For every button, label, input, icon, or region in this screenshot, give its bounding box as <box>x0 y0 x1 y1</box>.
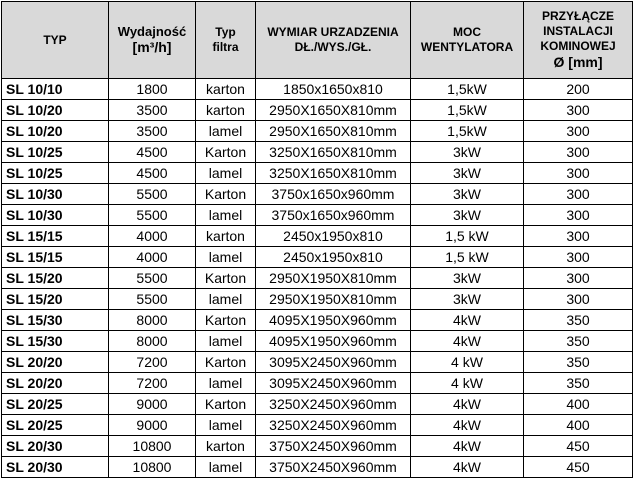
cell-typ: SL 20/20 <box>2 352 109 373</box>
table-row <box>2 184 633 205</box>
cell-przylacze: 300 <box>524 247 633 268</box>
cell-moc: 1,5kW <box>411 121 524 142</box>
table-row <box>2 247 633 268</box>
table-row <box>2 205 633 226</box>
table-body <box>2 79 633 478</box>
table-row <box>2 436 633 457</box>
header-przylacze-line2: INSTALACJI <box>543 24 613 38</box>
cell-przylacze: 350 <box>524 310 633 331</box>
cell-przylacze: 300 <box>524 289 633 310</box>
cell-typ: SL 15/15 <box>2 247 109 268</box>
table-row <box>2 226 633 247</box>
cell-wymiar: 2950X1950X810mm <box>256 268 411 289</box>
header-typ-filtra <box>196 2 256 79</box>
cell-wydajnosc: 1800 <box>109 79 196 100</box>
cell-moc: 3kW <box>411 268 524 289</box>
cell-moc: 3kW <box>411 289 524 310</box>
cell-typ: SL 20/30 <box>2 436 109 457</box>
cell-przylacze: 350 <box>524 352 633 373</box>
cell-wydajnosc: 4500 <box>109 142 196 163</box>
header-wydajnosc <box>109 2 196 79</box>
cell-typ-filtra: lamel <box>196 331 256 352</box>
cell-typ: SL 20/25 <box>2 394 109 415</box>
cell-typ: SL 15/20 <box>2 289 109 310</box>
cell-przylacze: 400 <box>524 394 633 415</box>
cell-typ: SL 20/20 <box>2 373 109 394</box>
cell-przylacze: 300 <box>524 226 633 247</box>
table-row <box>2 121 633 142</box>
cell-wymiar: 3095X2450X960mm <box>256 373 411 394</box>
cell-moc: 1,5 kW <box>411 247 524 268</box>
cell-wymiar: 2950X1950X810mm <box>256 289 411 310</box>
cell-moc: 3kW <box>411 205 524 226</box>
cell-typ: SL 10/30 <box>2 205 109 226</box>
cell-przylacze: 300 <box>524 121 633 142</box>
cell-typ-filtra: karton <box>196 436 256 457</box>
cell-przylacze: 350 <box>524 373 633 394</box>
cell-typ-filtra: Karton <box>196 184 256 205</box>
header-wydajnosc-label: Wydajność <box>117 24 187 39</box>
cell-wymiar: 3250X1650X810mm <box>256 163 411 184</box>
cell-moc: 1,5kW <box>411 79 524 100</box>
table-row <box>2 373 633 394</box>
cell-wymiar: 4095X1950X960mm <box>256 331 411 352</box>
cell-moc: 3kW <box>411 142 524 163</box>
cell-typ: SL 10/20 <box>2 100 109 121</box>
cell-wymiar: 1850x1650x810 <box>256 79 411 100</box>
cell-wydajnosc: 4000 <box>109 247 196 268</box>
header-wymiar-line2: DŁ./WYS./GŁ. <box>294 40 372 54</box>
cell-typ: SL 10/25 <box>2 163 109 184</box>
table-row <box>2 457 633 478</box>
cell-wymiar: 3250X2450X960mm <box>256 394 411 415</box>
table-row <box>2 100 633 121</box>
cell-wymiar: 3250X2450X960mm <box>256 415 411 436</box>
cell-typ: SL 15/30 <box>2 310 109 331</box>
cell-wydajnosc: 10800 <box>109 436 196 457</box>
cell-wymiar: 3750x1650x960mm <box>256 205 411 226</box>
table-row <box>2 289 633 310</box>
header-przylacze-line4: Ø [mm] <box>553 54 603 70</box>
header-typ-filtra-line2: filtra <box>212 40 239 54</box>
cell-wymiar: 2450x1950x810 <box>256 226 411 247</box>
cell-wymiar: 2950X1650X810mm <box>256 100 411 121</box>
header-przylacze <box>524 2 633 79</box>
cell-wymiar: 2950X1650X810mm <box>256 121 411 142</box>
header-row <box>2 2 633 79</box>
table-row <box>2 163 633 184</box>
cell-przylacze: 300 <box>524 205 633 226</box>
product-spec-table <box>1 1 633 478</box>
cell-typ-filtra: Karton <box>196 310 256 331</box>
cell-moc: 4kW <box>411 394 524 415</box>
cell-typ-filtra: Karton <box>196 142 256 163</box>
cell-przylacze: 300 <box>524 100 633 121</box>
cell-przylacze: 300 <box>524 268 633 289</box>
cell-moc: 1,5kW <box>411 100 524 121</box>
cell-typ-filtra: Karton <box>196 352 256 373</box>
cell-moc: 4kW <box>411 310 524 331</box>
cell-wydajnosc: 7200 <box>109 352 196 373</box>
cell-typ: SL 10/20 <box>2 121 109 142</box>
cell-wymiar: 3250X1650X810mm <box>256 142 411 163</box>
cell-wymiar: 2450x1950x810 <box>256 247 411 268</box>
cell-typ-filtra: karton <box>196 100 256 121</box>
cell-typ: SL 20/25 <box>2 415 109 436</box>
cell-moc: 3kW <box>411 184 524 205</box>
cell-typ-filtra: Karton <box>196 268 256 289</box>
cell-moc: 4kW <box>411 457 524 478</box>
cell-typ-filtra: lamel <box>196 415 256 436</box>
cell-przylacze: 300 <box>524 163 633 184</box>
cell-moc: 4kW <box>411 331 524 352</box>
cell-wydajnosc: 3500 <box>109 121 196 142</box>
cell-typ-filtra: lamel <box>196 163 256 184</box>
cell-wymiar: 3750x1650x960mm <box>256 184 411 205</box>
cell-wydajnosc: 9000 <box>109 394 196 415</box>
table-row <box>2 79 633 100</box>
cell-moc: 4kW <box>411 436 524 457</box>
cell-moc: 4 kW <box>411 373 524 394</box>
cell-przylacze: 450 <box>524 436 633 457</box>
table-row <box>2 310 633 331</box>
cell-typ-filtra: lamel <box>196 373 256 394</box>
header-wydajnosc-unit: [m³/h] <box>132 39 172 55</box>
cell-wydajnosc: 5500 <box>109 289 196 310</box>
cell-wydajnosc: 8000 <box>109 331 196 352</box>
table-row <box>2 331 633 352</box>
cell-typ: SL 15/30 <box>2 331 109 352</box>
table-row <box>2 415 633 436</box>
cell-typ-filtra: lamel <box>196 121 256 142</box>
cell-wymiar: 4095X1950X960mm <box>256 310 411 331</box>
header-przylacze-line1: PRZYŁĄCZE <box>542 9 614 23</box>
header-wymiar <box>256 2 411 79</box>
cell-wydajnosc: 9000 <box>109 415 196 436</box>
cell-typ: SL 20/30 <box>2 457 109 478</box>
header-wymiar-line1: WYMIAR URZADZENIA <box>267 25 399 39</box>
header-typ: TYP <box>2 2 109 79</box>
table-row <box>2 268 633 289</box>
cell-wymiar: 3095X2450X960mm <box>256 352 411 373</box>
table-row <box>2 394 633 415</box>
cell-typ: SL 10/30 <box>2 184 109 205</box>
cell-typ-filtra: lamel <box>196 205 256 226</box>
header-moc-line1: MOC <box>453 25 481 39</box>
cell-moc: 4kW <box>411 415 524 436</box>
cell-przylacze: 350 <box>524 331 633 352</box>
cell-typ: SL 15/15 <box>2 226 109 247</box>
cell-przylacze: 300 <box>524 184 633 205</box>
cell-przylacze: 400 <box>524 415 633 436</box>
cell-typ-filtra: Karton <box>196 394 256 415</box>
cell-przylacze: 450 <box>524 457 633 478</box>
cell-moc: 4 kW <box>411 352 524 373</box>
cell-wydajnosc: 5500 <box>109 184 196 205</box>
cell-typ: SL 10/25 <box>2 142 109 163</box>
cell-typ-filtra: karton <box>196 79 256 100</box>
header-typ-filtra-line1: Typ <box>215 25 236 39</box>
cell-typ-filtra: karton <box>196 226 256 247</box>
cell-typ: SL 15/20 <box>2 268 109 289</box>
cell-typ-filtra: lamel <box>196 457 256 478</box>
cell-wydajnosc: 4500 <box>109 163 196 184</box>
table-row <box>2 142 633 163</box>
cell-moc: 1,5 kW <box>411 226 524 247</box>
cell-przylacze: 300 <box>524 142 633 163</box>
header-moc-line2: WENTYLATORA <box>420 40 514 54</box>
cell-wydajnosc: 3500 <box>109 100 196 121</box>
cell-przylacze: 200 <box>524 79 633 100</box>
cell-wydajnosc: 10800 <box>109 457 196 478</box>
header-moc <box>411 2 524 79</box>
table-row <box>2 352 633 373</box>
cell-typ-filtra: lamel <box>196 247 256 268</box>
cell-wydajnosc: 4000 <box>109 226 196 247</box>
cell-wymiar: 3750X2450X960mm <box>256 457 411 478</box>
cell-wymiar: 3750X2450X960mm <box>256 436 411 457</box>
header-przylacze-line3: KOMINOWEJ <box>540 39 616 53</box>
cell-wydajnosc: 8000 <box>109 310 196 331</box>
cell-wydajnosc: 5500 <box>109 205 196 226</box>
cell-typ: SL 10/10 <box>2 79 109 100</box>
cell-wydajnosc: 7200 <box>109 373 196 394</box>
cell-wydajnosc: 5500 <box>109 268 196 289</box>
cell-moc: 3kW <box>411 163 524 184</box>
cell-typ-filtra: lamel <box>196 289 256 310</box>
